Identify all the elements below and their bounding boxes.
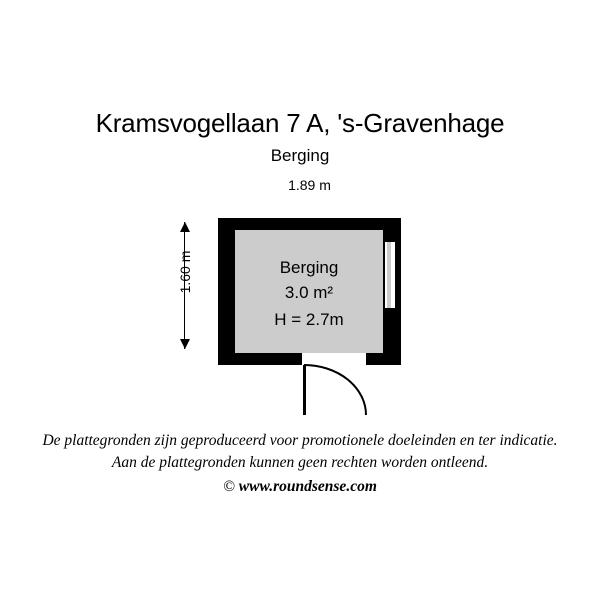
width-dimension-label: 1.89 m bbox=[226, 177, 393, 193]
disclaimer-line-1: De plattegronden zijn geproduceerd voor promotionele doeleinden en ter indicatie. bbox=[42, 432, 558, 449]
room-name-label: Berging bbox=[279, 258, 339, 277]
room-height-label: H = 2.7m bbox=[274, 310, 344, 329]
height-dimension-label: 1.60 m bbox=[177, 250, 193, 294]
copyright-line bbox=[0, 476, 600, 498]
page-subtitle: Berging bbox=[270, 146, 330, 165]
door-swing-arc-icon bbox=[303, 364, 367, 416]
room-area-label: 3.0 m² bbox=[284, 283, 334, 302]
height-arrow-down-icon bbox=[180, 339, 190, 349]
brand-url: www.roundsense.com bbox=[238, 478, 377, 495]
disclaimer-line-2: Aan de plattegronden kunnen geen rechten worden ontleend. bbox=[111, 454, 489, 471]
window-glass bbox=[387, 242, 391, 308]
disclaimer bbox=[0, 430, 600, 498]
copyright-symbol: © bbox=[223, 478, 239, 495]
page-title: Kramsvogellaan 7 A, 's-Gravenhage bbox=[95, 108, 505, 138]
